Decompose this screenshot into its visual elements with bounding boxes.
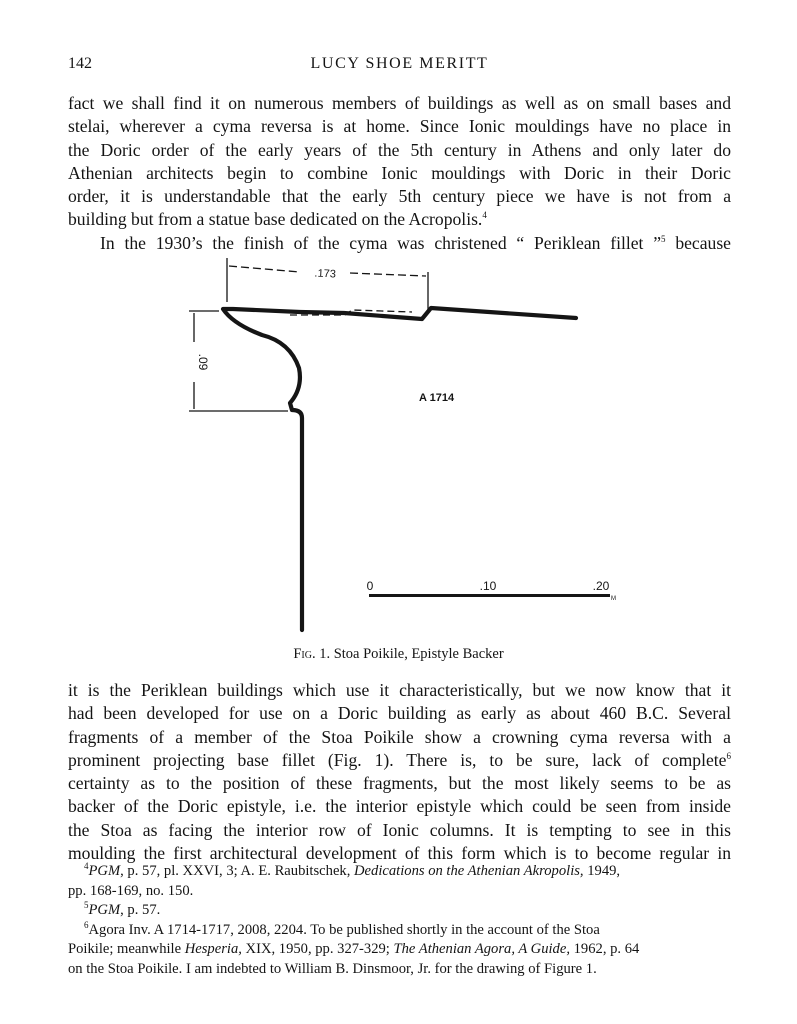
text-line: had been developed for use on a Doric building as early as about 460 B.C. Several xyxy=(68,703,731,724)
text-line-content: In the 1930’s the finish of the cyma was christened “ Periklean fillet ” xyxy=(100,232,662,253)
footnote-mark: 6 xyxy=(84,919,89,930)
footnote-text: 1962, p. 64 xyxy=(569,941,640,957)
dimension-lines xyxy=(189,258,428,411)
figure-caption xyxy=(0,646,797,663)
dimension-line xyxy=(350,273,426,276)
footnote-mark: 5 xyxy=(84,900,89,911)
text-line: Athenian architects begin to combine Ionic mouldings with Doric in their Doric xyxy=(68,162,731,183)
text-line: fact we shall find it on numerous members of buildings as well as on small bases and xyxy=(68,93,731,113)
footnote-6-cont: on the Stoa Poikile. I am indebted to William B. Dinsmoor, Jr. for the drawing of Figure 1. xyxy=(68,960,597,977)
footnote-6-cont xyxy=(68,940,731,960)
text-line: the Doric order of the early years of the 5th century in Athens and only later do xyxy=(68,139,731,160)
text-line: stelai, wherever a cyma reversa is at home. Since Ionic mouldings have no place in xyxy=(68,116,731,137)
profile-drawing xyxy=(223,308,576,630)
footnote-reference: 4 xyxy=(482,210,487,221)
footnote-abbrev: PGM xyxy=(88,902,121,918)
scale-bar-line xyxy=(369,594,610,597)
caption-prefix: Fig. xyxy=(293,646,316,662)
text-line: backer of the Doric epistyle, i.e. the interior epistyle which could be seen from inside xyxy=(68,796,731,817)
dimension-line xyxy=(229,266,300,272)
page-number: 142 xyxy=(68,55,92,72)
footnote-text: , p. 57. xyxy=(120,902,161,918)
footnote-title: Hesperia, xyxy=(184,941,242,957)
scale-label: .10 xyxy=(479,579,497,593)
text-line: certainty as to the position of these fragments, but the most likely seems to be as xyxy=(68,773,731,794)
footnote-reference: 6 xyxy=(726,751,731,762)
footnote-abbrev: PGM xyxy=(88,863,121,879)
text-line: fragments of a member of the Stoa Poikile show a crowning cyma reversa with a xyxy=(68,726,731,747)
scale-label: .20 xyxy=(592,579,610,593)
footnote-reference: 5 xyxy=(661,233,666,244)
text-line-content: prominent projecting base fillet (Fig. 1). There is, to be sure, lack of complete xyxy=(68,749,727,770)
scale-unit-label: M xyxy=(611,596,616,602)
caption-text: 1. Stoa Poikile, Epistyle Backer xyxy=(315,646,504,662)
footnote-mark: 4 xyxy=(84,861,89,872)
footnote-4 xyxy=(68,862,731,882)
text-line: moulding the first architectural development of this form which is to become regular in xyxy=(68,843,731,864)
dimension-label-left: .09 xyxy=(196,353,210,371)
footnote-text: , p. 57, pl. XXVI, 3; A. E. Raubitschek, xyxy=(120,863,355,879)
footnote-text: 1949, xyxy=(583,863,621,879)
footnotes xyxy=(68,862,731,979)
text-line: the Stoa as facing the interior row of Ionic columns. It is tempting to see in this xyxy=(68,819,731,840)
fragment-label: A 1714 xyxy=(419,392,455,404)
running-title: LUCY SHOE MERITT xyxy=(310,55,489,72)
footnote-text: Poikile; meanwhile xyxy=(68,941,185,957)
footnote-5 xyxy=(68,901,731,921)
scale-bar xyxy=(367,579,616,602)
paragraph-3 xyxy=(68,679,731,865)
text-line: it is the Periklean buildings which use it characteristically, but we now know that it xyxy=(68,680,731,700)
footnote-6 xyxy=(68,921,731,941)
moulding-profile xyxy=(223,308,576,630)
dimension-label-top: .173 xyxy=(314,267,337,281)
footnote-title: Dedications on the Athenian Akropolis, xyxy=(354,863,584,879)
text-line xyxy=(68,749,731,772)
text-line-content: because xyxy=(665,232,731,253)
footnote-title: The Athenian Agora, A Guide, xyxy=(393,941,570,957)
text-line: order, it is understandable that the early 5th century piece we have is not from a xyxy=(68,186,731,207)
footnote-text: XIX, 1950, pp. 327-329; xyxy=(241,941,394,957)
scale-label: 0 xyxy=(366,579,374,593)
text-line-content: building but from a statue base dedicated on the Acropolis. xyxy=(68,209,483,230)
footnote-4-cont: pp. 168-169, no. 150. xyxy=(68,882,194,899)
footnote-text: Agora Inv. A 1714-1717, 2008, 2204. To be published shortly in the account of the Stoa xyxy=(88,921,600,938)
